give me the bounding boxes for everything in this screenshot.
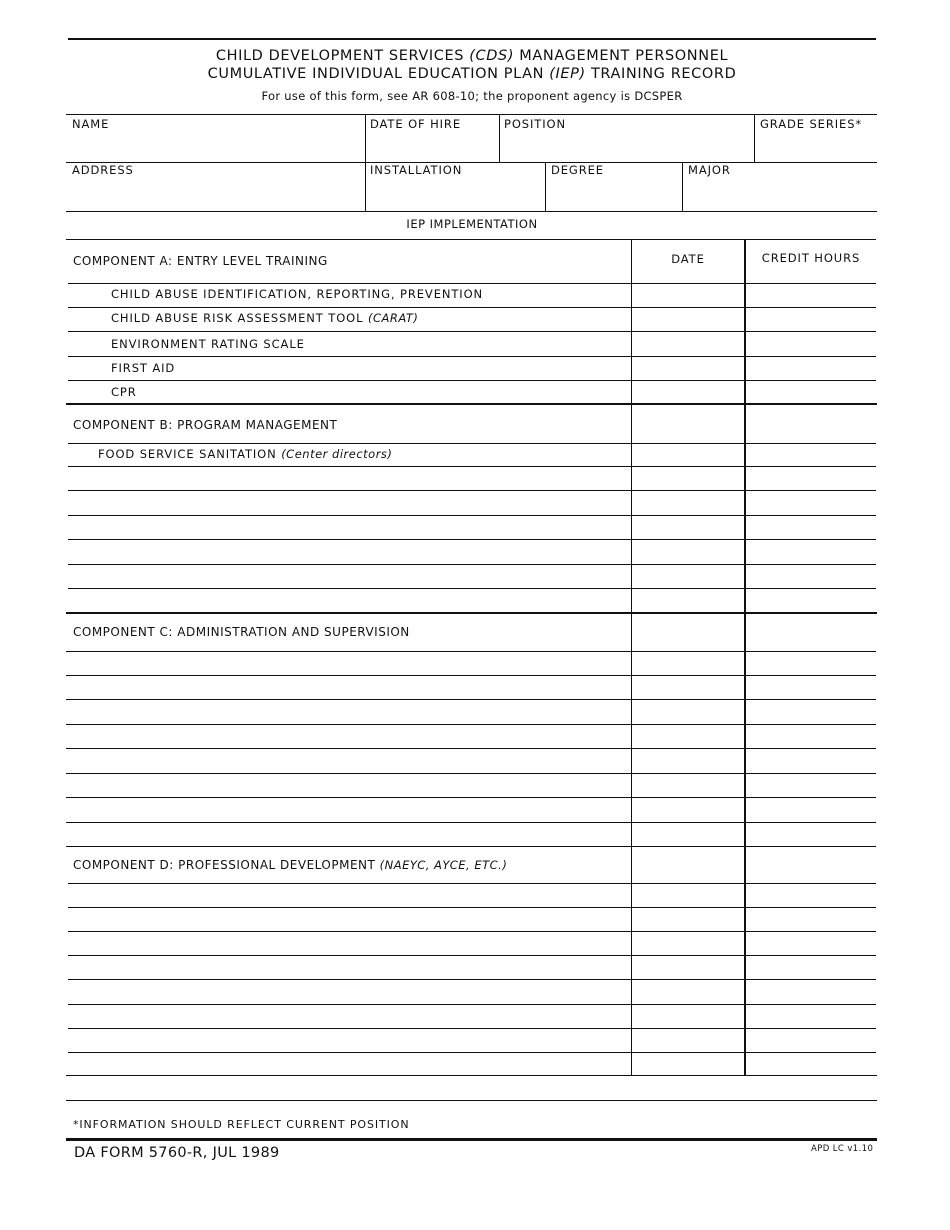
divider <box>68 1028 876 1029</box>
installation-field[interactable] <box>366 163 544 210</box>
date-of-hire-field[interactable] <box>366 115 498 161</box>
date-column-divider <box>631 239 632 1076</box>
divider <box>68 356 876 357</box>
form-version: APD LC v1.10 <box>811 1144 874 1154</box>
component-a-item-2: CHILD ABUSE RISK ASSESSMENT TOOL (CARAT) <box>111 311 419 325</box>
divider <box>68 515 876 516</box>
date-of-hire-label: DATE OF HIRE <box>370 117 461 131</box>
divider <box>68 883 876 884</box>
address-field[interactable] <box>67 163 364 210</box>
component-a-item-4: FIRST AID <box>111 361 176 375</box>
divider <box>66 724 876 725</box>
divider <box>68 1052 876 1053</box>
grade-series-label: GRADE SERIES* <box>760 117 863 131</box>
divider <box>68 283 876 284</box>
divider <box>66 699 876 700</box>
footer-rule <box>66 1138 877 1141</box>
footnote-rule <box>66 1100 877 1101</box>
divider <box>66 797 876 798</box>
credit-hours-column-header: CREDIT HOURS <box>761 251 861 265</box>
component-a-item-5: CPR <box>111 385 137 399</box>
form-title-line-1: CHILD DEVELOPMENT SERVICES (CDS) MANAGEMENT PERSONNEL <box>215 48 729 64</box>
grade-series-field[interactable] <box>755 115 876 161</box>
divider <box>66 403 877 405</box>
divider <box>66 675 876 676</box>
info-rule-bottom <box>66 211 877 212</box>
divider <box>68 1004 876 1005</box>
divider <box>68 307 876 308</box>
installation-label: INSTALLATION <box>370 163 463 177</box>
divider <box>68 539 876 540</box>
degree-field[interactable] <box>546 163 681 210</box>
component-c-title: COMPONENT C: ADMINISTRATION AND SUPERVISION <box>73 625 410 639</box>
form-subtitle: For use of this form, see AR 608-10; the proponent agency is DCSPER <box>261 89 683 103</box>
major-label: MAJOR <box>688 163 731 177</box>
date-column-header: DATE <box>671 252 705 266</box>
component-a-item-3: ENVIRONMENT RATING SCALE <box>111 337 305 351</box>
divider <box>66 773 876 774</box>
divider <box>68 564 876 565</box>
footnote: *INFORMATION SHOULD REFLECT CURRENT POSITION <box>73 1118 410 1131</box>
name-label: NAME <box>72 117 110 131</box>
divider <box>66 612 877 614</box>
divider <box>68 380 876 381</box>
top-rule <box>68 38 876 40</box>
divider <box>68 490 876 491</box>
address-label: ADDRESS <box>72 163 134 177</box>
table-rule-top <box>66 239 876 240</box>
form-id: DA FORM 5760-R, JUL 1989 <box>74 1145 280 1161</box>
component-a-item-1: CHILD ABUSE IDENTIFICATION, REPORTING, PREVENTION <box>111 287 484 301</box>
divider <box>68 931 876 932</box>
position-field[interactable] <box>500 115 753 161</box>
component-d-title: COMPONENT D: PROFESSIONAL DEVELOPMENT (NAEYC, AYCE, ETC.) <box>73 858 508 872</box>
name-field[interactable] <box>67 115 364 161</box>
credit-column-divider <box>744 239 746 1076</box>
divider <box>68 979 876 980</box>
divider <box>66 748 876 749</box>
table-rule-bottom <box>66 1075 877 1076</box>
iep-implementation-heading: IEP IMPLEMENTATION <box>406 217 538 231</box>
divider <box>66 846 876 847</box>
divider <box>68 588 876 589</box>
component-b-title: COMPONENT B: PROGRAM MANAGEMENT <box>73 418 338 432</box>
divider <box>66 822 876 823</box>
position-label: POSITION <box>504 117 566 131</box>
divider <box>66 651 876 652</box>
component-a-title: COMPONENT A: ENTRY LEVEL TRAINING <box>73 254 328 268</box>
divider <box>68 331 876 332</box>
component-b-item-1: FOOD SERVICE SANITATION (Center directors) <box>98 447 393 461</box>
divider <box>68 443 876 444</box>
degree-label: DEGREE <box>551 163 604 177</box>
major-field[interactable] <box>683 163 876 210</box>
divider <box>68 907 876 908</box>
divider <box>68 955 876 956</box>
divider <box>68 466 876 467</box>
form-title-line-2: CUMULATIVE INDIVIDUAL EDUCATION PLAN (IEP) TRAINING RECORD <box>207 66 737 82</box>
